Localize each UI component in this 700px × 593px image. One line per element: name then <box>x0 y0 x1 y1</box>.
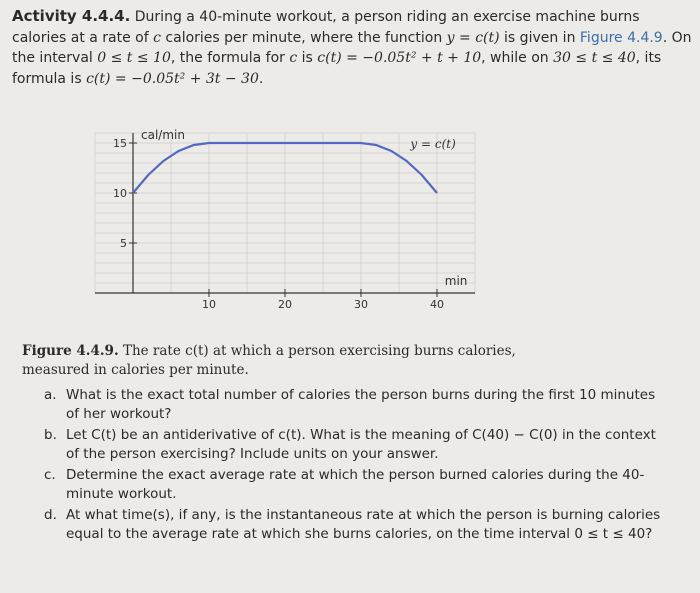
y-tick-label: 5 <box>120 237 127 250</box>
interval-1: 0 ≤ t ≤ 10 <box>97 50 171 66</box>
curve-label: y = c(t) <box>410 137 456 151</box>
question-list <box>44 386 664 546</box>
question-text: Let C(t) be an antiderivative of c(t). What is the meaning of C(40) − C(0) in the context of the person exercising? Include units on your answer. <box>66 427 656 462</box>
figure-caption <box>22 342 582 380</box>
question-d <box>44 506 664 543</box>
question-marker: a. <box>44 387 57 403</box>
activity-title: Activity 4.4.4. <box>12 7 131 25</box>
interval-2: 30 ≤ t ≤ 40 <box>553 50 636 66</box>
question-marker: c. <box>44 467 56 483</box>
question-marker: d. <box>44 507 57 523</box>
intro-text-6: is <box>297 50 318 66</box>
x-tick-label: 30 <box>354 298 368 311</box>
figure-link[interactable]: Figure 4.4.9 <box>579 29 663 46</box>
caption-label: Figure 4.4.9. <box>22 343 119 359</box>
intro-text-9: . <box>258 70 264 87</box>
x-tick-label: 10 <box>202 298 216 311</box>
question-b <box>44 426 664 463</box>
function-expression: y = c(t) <box>446 29 500 46</box>
intro-text-5: , the formula for <box>170 50 290 66</box>
question-a <box>44 386 664 423</box>
y-axis-label: cal/min <box>141 128 185 142</box>
question-text: Determine the exact average rate at which the person burned calories during the 40-minute workout. <box>66 467 645 502</box>
question-marker: b. <box>44 427 57 443</box>
rate-chart <box>90 128 485 313</box>
x-tick-label: 20 <box>278 298 292 311</box>
x-axis-label: min <box>444 274 468 288</box>
y-tick-label: 15 <box>113 137 127 150</box>
question-c <box>44 466 664 503</box>
intro-text-2: calories per minute, where the function <box>160 29 447 46</box>
intro-text-1: During a 40-minute workout, a person riding an exercise machine burns calories at a rate of <box>12 9 640 46</box>
activity-intro <box>12 6 692 89</box>
formula-2: c(t) = −0.05t² + 3t − 30 <box>86 70 259 87</box>
formula-1: c(t) = −0.05t² + t + 10 <box>317 50 482 66</box>
c-variable: c <box>153 29 161 46</box>
intro-text-8: , its formula is <box>12 50 662 87</box>
intro-text-3: is given in <box>499 29 580 46</box>
question-text: What is the exact total number of calories the person burns during the first 10 minutes of her workout? <box>66 387 656 422</box>
x-tick-label: 40 <box>430 298 444 311</box>
caption-text: The rate c(t) at which a person exercising burns calories, measured in calories per minute. <box>22 343 516 378</box>
intro-text-4: . On the interval <box>12 29 692 66</box>
c-variable-2: c <box>289 50 298 66</box>
y-tick-label: 10 <box>113 187 127 200</box>
intro-text-7: , while on <box>481 50 554 66</box>
question-text: At what time(s), if any, is the instantaneous rate at which the person is burning calories equal to the average rate at which she burns calories, on the time interval 0 ≤ t ≤ 40? <box>66 507 661 542</box>
chart-grid <box>95 133 475 293</box>
